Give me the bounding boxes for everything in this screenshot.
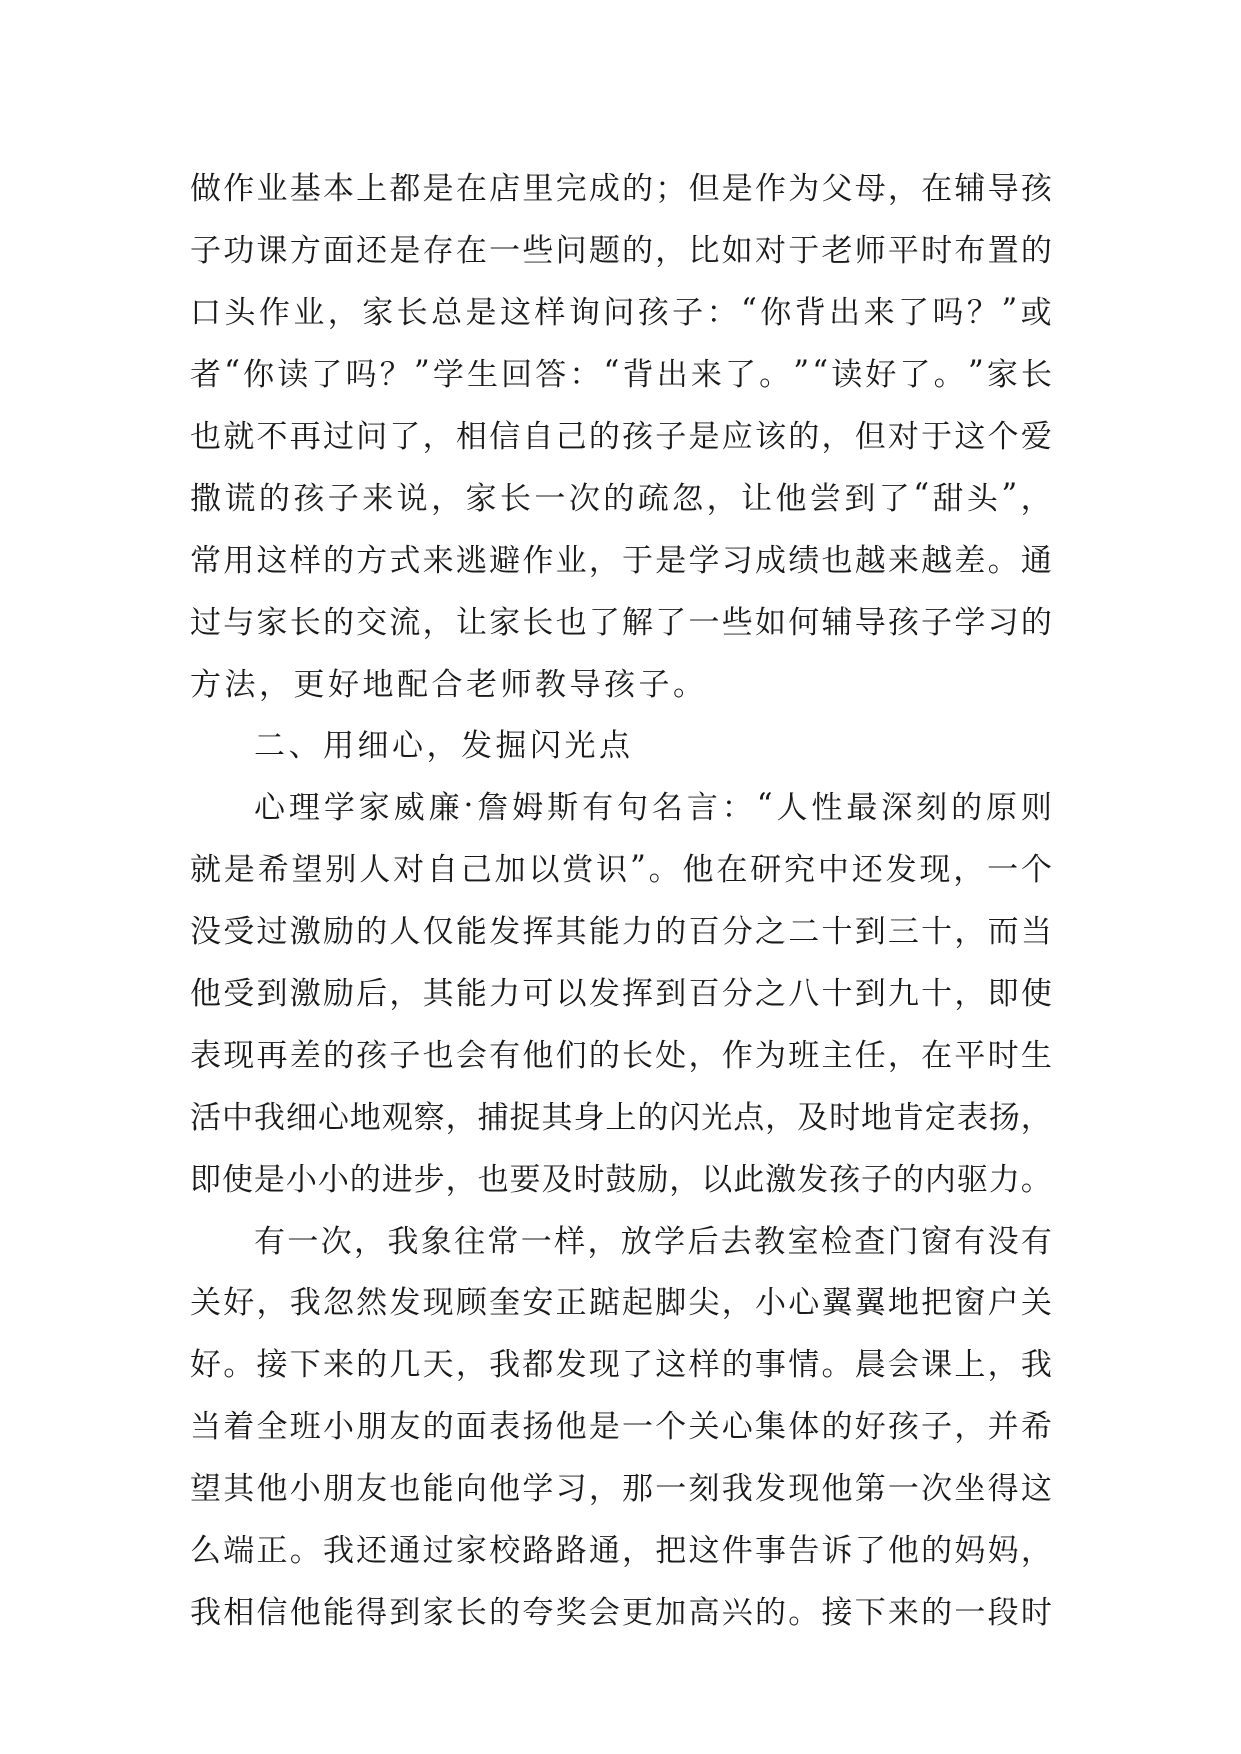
text-line: 有 一 次 ， 我 象 往 常 一 样 ， 放 学 后 去 教 室 检 查 门 窗 有 没 有 xyxy=(254,1223,1052,1260)
text-line: 表 现 再 差 的 孩 子 也 会 有 他 们 的 长 处 ， 作 为 班 主 任 ， 在 平 时 生 xyxy=(190,1037,1052,1074)
text-line: 常 用 这 样 的 方 式 来 逃 避 作 业 ， 于 是 学 习 成 绩 也 越 来 越 差 。 通 xyxy=(190,542,1052,579)
text-line: 过 与 家 长 的 交 流 ， 让 家 长 也 了 解 了 一 些 如 何 辅 导 孩 子 学 习 的 xyxy=(190,604,1052,641)
body-text xyxy=(190,155,1052,1640)
text-line: 口 头 作 业 ， 家 长 总 是 这 样 询 问 孩 子 ： “ 你 背 出 来 了 吗 ？ ” 或 xyxy=(190,291,1052,332)
text-line: 方法，更好地配合老师教导孩子。 xyxy=(190,666,708,703)
text-line: 者 “ 你 读 了 吗 ？ ” 学 生 回 答 ： “ 背 出 来 了 。 ” “ 读 好 了 。 ” 家 长 xyxy=(190,353,1052,394)
text-line: 关 好 ， 我 忽 然 发 现 顾 奎 安 正 踮 起 脚 尖 ， 小 心 翼 翼 地 把 窗 户 关 xyxy=(190,1285,1052,1322)
text-line: 我 相 信 他 能 得 到 家 长 的 夸 奖 会 更 加 高 兴 的 。 接 下 来 的 一 段 时 xyxy=(190,1594,1052,1631)
text-line: 没 受 过 激 励 的 人 仅 能 发 挥 其 能 力 的 百 分 之 二 十 到 三 十 ， 而 当 xyxy=(190,914,1052,951)
text-line: 好 。 接 下 来 的 几 天 ， 我 都 发 现 了 这 样 的 事 情 。 晨 会 课 上 ， 我 xyxy=(190,1347,1052,1384)
text-line: 就 是 希 望 别 人 对 自 己 加 以 赏 识 ” 。 他 在 研 究 中 还 发 现 ， 一 个 xyxy=(190,848,1052,889)
text-line: 撒 谎 的 孩 子 来 说 ， 家 长 一 次 的 疏 忽 ， 让 他 尝 到 了 “ 甜 头 ” ， xyxy=(190,477,1052,517)
text-line: 么 端 正 。 我 还 通 过 家 校 路 路 通 ， 把 这 件 事 告 诉 了 他 的 妈 妈 ， xyxy=(190,1533,1052,1570)
text-line: 也 就 不 再 过 问 了 ， 相 信 自 己 的 孩 子 是 应 该 的 ， 但 对 于 这 个 爱 xyxy=(190,419,1052,455)
text-line: 心 理 学 家 威 廉 · 詹 姆 斯 有 句 名 言 ： “ 人 性 最 深 刻 的 原 则 xyxy=(254,786,1052,827)
text-line: 二、用细心，发掘闪光点 xyxy=(254,728,634,765)
text-line: 子 功 课 方 面 还 是 存 在 一 些 问 题 的 ， 比 如 对 于 老 师 平 时 布 置 的 xyxy=(190,233,1052,270)
text-line: 活 中 我 细 心 地 观 察 ， 捕 捉 其 身 上 的 闪 光 点 ， 及 时 地 肯 定 表 扬 ， xyxy=(190,1099,1052,1136)
text-line: 他 受 到 激 励 后 ， 其 能 力 可 以 发 挥 到 百 分 之 八 十 到 九 十 ， 即 使 xyxy=(190,976,1052,1013)
text-line: 即 使 是 小 小 的 进 步 ， 也 要 及 时 鼓 励 ， 以 此 激 发 孩 子 的 内 驱 力 。 xyxy=(190,1161,1052,1198)
text-line: 望 其 他 小 朋 友 也 能 向 他 学 习 ， 那 一 刻 我 发 现 他 第 一 次 坐 得 这 xyxy=(190,1471,1052,1508)
text-line: 当 着 全 班 小 朋 友 的 面 表 扬 他 是 一 个 关 心 集 体 的 好 孩 子 ， 并 希 xyxy=(190,1409,1052,1446)
text-line: 做 作 业 基 本 上 都 是 在 店 里 完 成 的 ； 但 是 作 为 父 母 ， 在 辅 导 孩 xyxy=(190,171,1052,208)
